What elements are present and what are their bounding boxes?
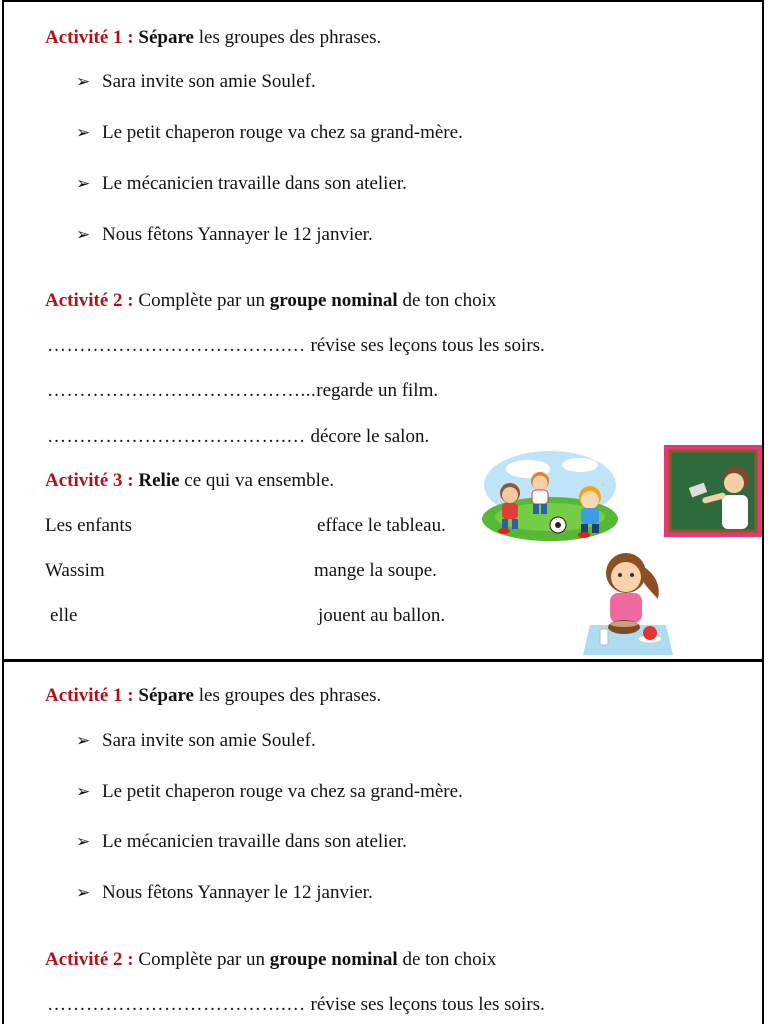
activity3-label: Activité 3 : (45, 470, 134, 491)
fill-in-line (47, 994, 545, 1016)
sentence-text: Sara invite son amie Soulef. (102, 730, 316, 751)
sentence-text: Nous fêtons Yannayer le 12 janvier. (102, 882, 373, 903)
activity2-instruction-start: Complète par un (133, 949, 270, 970)
sentence-text: Sara invite son amie Soulef. (102, 71, 316, 92)
activity1-verb: Sépare (138, 27, 194, 48)
list-item (76, 122, 463, 144)
activity1-title (45, 685, 381, 707)
sentence-text: Le petit chaperon rouge va chez sa grand-mère. (102, 122, 463, 143)
fill-in-line (47, 426, 429, 448)
blank-dots[interactable]: ……………………………….… (47, 994, 306, 1015)
arrowhead-bullet-icon: ➢ (76, 731, 91, 750)
arrowhead-bullet-icon: ➢ (76, 782, 91, 801)
arrowhead-bullet-icon: ➢ (76, 832, 91, 851)
arrowhead-bullet-icon: ➢ (76, 72, 91, 91)
list-item (76, 730, 316, 752)
children-playing-football-icon (480, 447, 620, 543)
activity2-label: Activité 2 : (45, 290, 134, 311)
match-left-item[interactable]: elle (50, 605, 78, 626)
activity1-label: Activité 1 : (45, 685, 134, 706)
match-left-item[interactable]: Les enfants (45, 515, 133, 536)
activity2-keyword: groupe nominal (269, 949, 398, 970)
activity3-instruction: ce qui va ensemble. (179, 470, 335, 491)
activity1-title (45, 27, 381, 49)
blank-dots[interactable]: ……………………………….… (47, 335, 306, 356)
girl-eating-soup-icon (578, 547, 678, 657)
match-right-item[interactable]: efface le tableau. (317, 515, 446, 536)
arrowhead-bullet-icon: ➢ (76, 123, 91, 142)
match-left-item[interactable]: Wassim (45, 560, 105, 581)
activity2-title (45, 949, 496, 971)
list-item (76, 173, 407, 195)
list-item (76, 781, 463, 803)
list-item (76, 882, 373, 904)
activity1-instruction: les groupes des phrases. (193, 685, 382, 706)
blank-text: révise ses leçons tous les soirs. (305, 335, 545, 356)
worksheet-1 (2, 0, 764, 662)
fill-in-line (47, 335, 545, 357)
arrowhead-bullet-icon: ➢ (76, 883, 91, 902)
boy-at-chalkboard-icon (664, 445, 762, 537)
sentence-text: Le petit chaperon rouge va chez sa grand-mère. (102, 781, 463, 802)
activity1-instruction: les groupes des phrases. (193, 27, 382, 48)
list-item (76, 224, 373, 246)
match-right-item[interactable]: mange la soupe. (314, 560, 437, 581)
blank-text: décore le salon. (305, 426, 430, 447)
sentence-text: Le mécanicien travaille dans son atelier. (102, 831, 407, 852)
activity2-label: Activité 2 : (45, 949, 134, 970)
activity1-verb: Sépare (138, 685, 194, 706)
worksheet-2 (2, 662, 764, 1024)
sentence-text: Le mécanicien travaille dans son atelier. (102, 173, 407, 194)
arrowhead-bullet-icon: ➢ (76, 174, 91, 193)
list-item (76, 71, 316, 93)
list-item (76, 831, 407, 853)
blank-text: regarde un film. (316, 380, 439, 401)
activity2-instruction-start: Complète par un (133, 290, 270, 311)
activity1-label: Activité 1 : (45, 27, 134, 48)
sentence-text: Nous fêtons Yannayer le 12 janvier. (102, 224, 373, 245)
activity3-verb: Relie (138, 470, 180, 491)
blank-dots[interactable]: ……………………………….… (47, 426, 306, 447)
activity2-instruction-end: de ton choix (397, 949, 497, 970)
fill-in-line (47, 380, 438, 402)
activity3-title (45, 470, 334, 492)
activity2-instruction-end: de ton choix (397, 290, 497, 311)
arrowhead-bullet-icon: ➢ (76, 225, 91, 244)
activity2-keyword: groupe nominal (269, 290, 398, 311)
activity2-title (45, 290, 496, 312)
blank-dots[interactable]: …………………………………... (47, 380, 317, 401)
match-right-item[interactable]: jouent au ballon. (318, 605, 446, 626)
blank-text: révise ses leçons tous les soirs. (305, 994, 545, 1015)
